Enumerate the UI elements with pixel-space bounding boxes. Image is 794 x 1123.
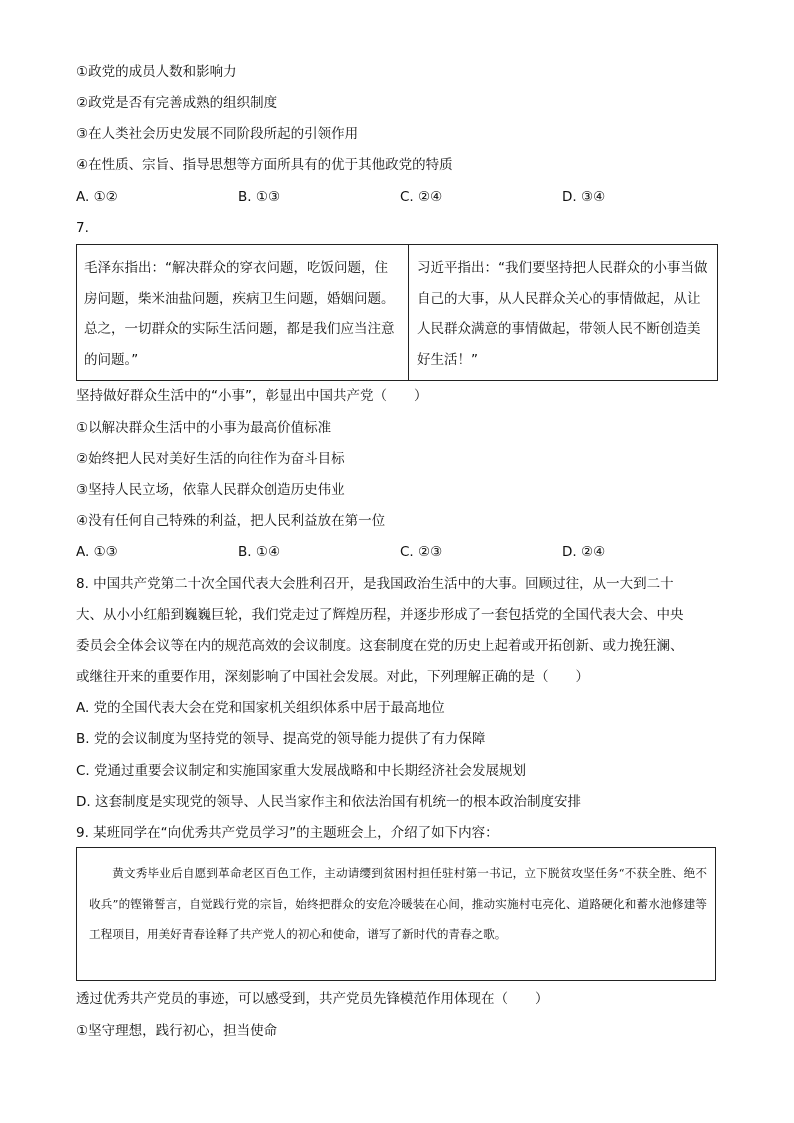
q6-item-3: ③在人类社会历史发展不同阶段所起的引领作用 — [76, 126, 359, 142]
q6-option-c[interactable]: C. ②④ — [400, 189, 443, 205]
q7-option-b[interactable]: B. ①④ — [238, 544, 281, 560]
q8-option-d[interactable]: D. 这套制度是实现党的领导、人民当家作主和依法治国有机统一的根本政治制度安排 — [76, 794, 581, 810]
q6-item-2: ②政党是否有完善成熟的组织制度 — [76, 95, 278, 111]
q7-stem: 坚持做好群众生活中的“小事”，彰显出中国共产党（ ） — [76, 388, 428, 404]
q8-option-a[interactable]: A. 党的全国代表大会在党和国家机关组织体系中居于最高地位 — [76, 700, 445, 716]
q7-options — [76, 542, 726, 562]
q8-stem-line-1: 8. 中国共产党第二十次全国代表大会胜利召开，是我国政治生活中的大事。回顾过往，从一大到二十 — [76, 576, 674, 592]
q6-item-1: ①政党的成员人数和影响力 — [76, 64, 237, 80]
q7-option-c[interactable]: C. ②③ — [400, 544, 443, 560]
q6-option-d[interactable]: D. ③④ — [562, 189, 606, 205]
q7-quote-mao: 毛泽东指出：“解决群众的穿衣问题，吃饭问题，住房问题，柴米油盐问题，疾病卫生问题，婚姻问题。总之，一切群众的实际生活问题，都是我们应当注意的问题。” — [77, 245, 409, 381]
q7-number: 7. — [76, 220, 89, 236]
q7-item-3: ③坚持人民立场，依靠人民群众创造历史伟业 — [76, 482, 345, 498]
q8-option-b[interactable]: B. 党的会议制度为坚持党的领导、提高党的领导能力提供了有力保障 — [76, 731, 486, 747]
q7-item-2: ②始终把人民对美好生活的向往作为奋斗目标 — [76, 451, 345, 467]
q9-story-box — [76, 847, 716, 981]
q6-option-a[interactable]: A. ①② — [76, 189, 118, 205]
q8-stem-line-2: 大、从小小红船到巍巍巨轮，我们党走过了辉煌历程，并逐步形成了一套包括党的全国代表大会、中央 — [76, 607, 684, 623]
q7-option-d[interactable]: D. ②④ — [562, 544, 606, 560]
q9-story-text: 黄文秀毕业后自愿到革命老区百色工作，主动请缨到贫困村担任驻村第一书记，立下脱贫攻坚任务“不获全胜、绝不收兵”的铿锵誓言，自觉践行党的宗旨，始终把群众的安危冷暖装在心间，推动实施村屯亮化、道路硬化和蓄水池修建等工程项目，用美好青春诠释了共产党人的初心和使命，谱写了新时代的青春之歌。 — [89, 866, 707, 941]
q8-stem-line-4: 或继往开来的重要作用，深刻影响了中国社会发展。对此，下列理解正确的是（ ） — [76, 669, 589, 685]
q7-item-4: ④没有任何自己特殊的利益，把人民利益放在第一位 — [76, 513, 386, 529]
q7-item-1: ①以解决群众生活中的小事为最高价值标准 — [76, 420, 332, 436]
q7-option-a[interactable]: A. ①③ — [76, 544, 118, 560]
q7-quote-xi: 习近平指出：“我们要坚持把人民群众的小事当做自己的大事，从人民群众关心的事情做起，从让人民群众满意的事情做起，带领人民不断创造美好生活！” — [409, 245, 718, 381]
q9-item-1: ①坚守理想，践行初心，担当使命 — [76, 1023, 278, 1039]
q8-option-c[interactable]: C. 党通过重要会议制定和实施国家重大发展战略和中长期经济社会发展规划 — [76, 763, 527, 779]
q6-option-b[interactable]: B. ①③ — [238, 189, 281, 205]
q9-question: 透过优秀共产党员的事迹，可以感受到，共产党员先锋模范作用体现在（ ） — [76, 991, 549, 1007]
q6-item-4: ④在性质、宗旨、指导思想等方面所具有的优于其他政党的特质 — [76, 157, 453, 173]
q8-stem-line-3: 委员会全体会议等在内的规范高效的会议制度。这套制度在党的历史上起着或开拓创新、或力挽狂澜、 — [76, 638, 684, 654]
q9-stem: 9. 某班同学在“向优秀共产党员学习”的主题班会上，介绍了如下内容： — [76, 825, 499, 841]
q7-quote-table — [76, 244, 718, 381]
q6-options — [76, 187, 726, 207]
